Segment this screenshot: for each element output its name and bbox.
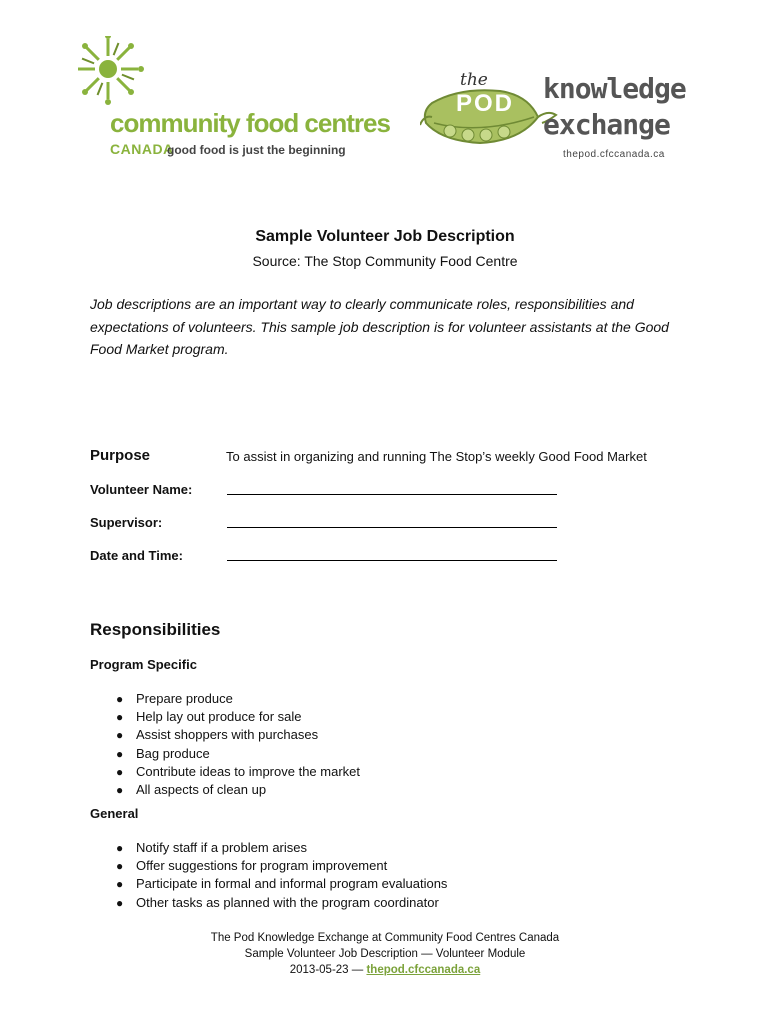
cfcc-logo-canada: CANADA <box>110 141 174 157</box>
pod-logo-exchange: exchange <box>543 108 670 141</box>
cfcc-logo-tagline: good food is just the beginning <box>167 143 346 157</box>
footer-link[interactable]: thepod.cfccanada.ca <box>366 964 481 976</box>
footer-line-2: Sample Volunteer Job Description — Volunteer Module <box>244 948 526 960</box>
bullet-icon: ● <box>116 895 124 910</box>
supervisor-label: Supervisor: <box>90 515 163 530</box>
intro-paragraph: Job descriptions are an important way to clearly communicate roles, responsibilities and expectations of volunteers. This sample job description is for volunteer assistants at the Good Food Market program. <box>90 296 669 357</box>
bullet-icon: ● <box>116 728 124 743</box>
purpose-text: To assist in organizing and running The Stop’s weekly Good Food Market <box>226 449 647 464</box>
responsibilities-heading: Responsibilities <box>90 620 221 639</box>
date-time-field[interactable] <box>227 546 557 561</box>
pod-logo-the: the <box>460 70 488 90</box>
date-time-label: Date and Time: <box>90 548 183 563</box>
document-source: Source: The Stop Community Food Centre <box>252 253 518 269</box>
pod-logo-pod: POD <box>456 90 515 117</box>
document-title: Sample Volunteer Job Description <box>255 228 515 245</box>
footer-line-3 <box>0 964 770 976</box>
bullet-icon: ● <box>116 746 124 761</box>
supervisor-field[interactable] <box>227 513 557 528</box>
fork-flower-icon <box>78 36 144 105</box>
cfcc-logo-name: community food centres <box>110 108 390 138</box>
footer-date: 2013-05-23 — <box>289 964 367 976</box>
general-heading: General <box>90 806 139 821</box>
bullet-icon: ● <box>116 841 124 855</box>
program-specific-heading: Program Specific <box>90 657 197 672</box>
bullet-icon: ● <box>116 782 124 797</box>
volunteer-name-label: Volunteer Name: <box>90 482 193 497</box>
bullet-icon: ● <box>116 877 124 892</box>
purpose-label: Purpose <box>90 447 151 464</box>
bullet-icon: ● <box>116 859 124 874</box>
volunteer-name-field[interactable] <box>227 480 557 495</box>
footer-line-1: The Pod Knowledge Exchange at Community Food Centres Canada <box>210 932 560 944</box>
bullet-icon: ● <box>116 764 124 779</box>
pod-logo-url: thepod.cfccanada.ca <box>563 149 665 160</box>
pod-logo-knowledge: knowledge <box>543 72 686 105</box>
bullet-icon: ● <box>116 710 124 725</box>
bullet-icon: ● <box>116 692 124 706</box>
